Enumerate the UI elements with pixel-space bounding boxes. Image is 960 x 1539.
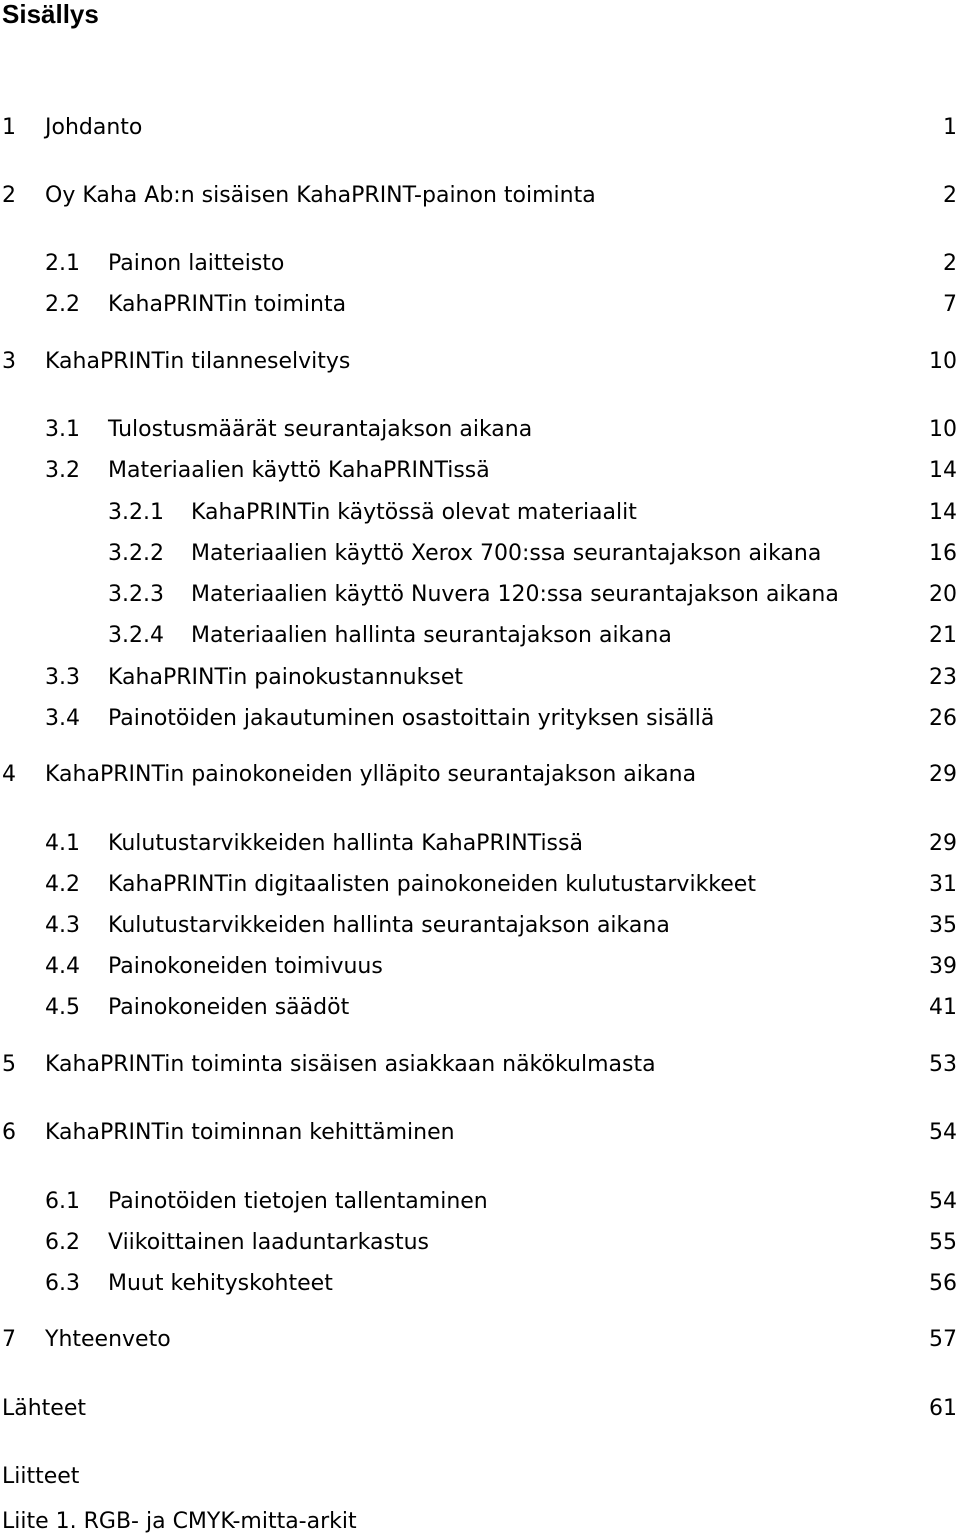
toc-page: 10	[929, 349, 957, 374]
toc-entry[interactable]	[0, 580, 957, 610]
toc-number: 6.2	[45, 1230, 80, 1255]
toc-page: 54	[929, 1189, 957, 1214]
toc-entry[interactable]	[0, 1269, 957, 1299]
toc-entry[interactable]	[0, 1228, 957, 1258]
toc-title: KahaPRINTin toiminnan kehittäminen	[45, 1120, 455, 1145]
toc-title: KahaPRINTin toiminta sisäisen asiakkaan näkökulmasta	[45, 1052, 656, 1077]
toc-entry[interactable]	[0, 1050, 957, 1080]
toc-page: 1	[943, 115, 957, 140]
toc-number: 2.2	[45, 292, 80, 317]
toc-title: Oy Kaha Ab:n sisäisen KahaPRINT-painon toiminta	[45, 183, 596, 208]
toc-page: 53	[929, 1052, 957, 1077]
toc-title: Painokoneiden toimivuus	[108, 954, 383, 979]
toc-page: 61	[929, 1396, 957, 1421]
toc-entry[interactable]	[0, 113, 957, 143]
toc-entry[interactable]	[0, 249, 957, 279]
toc-entry[interactable]	[0, 829, 957, 859]
toc-number: 3.2.3	[108, 582, 164, 607]
toc-entry[interactable]	[0, 760, 957, 790]
toc-number: 3.3	[45, 665, 80, 690]
toc-page: 26	[929, 706, 957, 731]
toc-entry[interactable]	[0, 290, 957, 320]
toc-number: 4.1	[45, 831, 80, 856]
toc-entry[interactable]	[0, 456, 957, 486]
toc-number: 6.3	[45, 1271, 80, 1296]
toc-page: 41	[929, 995, 957, 1020]
toc-page: 31	[929, 872, 957, 897]
toc-number: 3.1	[45, 417, 80, 442]
toc-number: 6	[2, 1120, 16, 1145]
toc-page: 21	[929, 623, 957, 648]
toc-entry[interactable]	[0, 347, 957, 377]
toc-number: 4.5	[45, 995, 80, 1020]
toc-number: 5	[2, 1052, 16, 1077]
toc-number: 3.4	[45, 706, 80, 731]
toc-page: 14	[929, 500, 957, 525]
toc-title: Kulutustarvikkeiden hallinta seurantajakson aikana	[108, 913, 670, 938]
toc-page: 16	[929, 541, 957, 566]
toc-entry[interactable]	[0, 952, 957, 982]
toc-title: Johdanto	[45, 115, 143, 140]
toc-entry[interactable]	[0, 704, 957, 734]
toc-entry[interactable]	[0, 181, 957, 211]
toc-page: 14	[929, 458, 957, 483]
toc-number: 3.2.1	[108, 500, 164, 525]
toc-page: 54	[929, 1120, 957, 1145]
toc-title: KahaPRINTin digitaalisten painokoneiden kulutustarvikkeet	[108, 872, 756, 897]
toc-title: Painon laitteisto	[108, 251, 285, 276]
toc-page: 7	[943, 292, 957, 317]
toc-title: KahaPRINTin toiminta	[108, 292, 347, 317]
toc-title: Materiaalien käyttö Xerox 700:ssa seurantajakson aikana	[191, 541, 822, 566]
toc-title: Materiaalien käyttö KahaPRINTissä	[108, 458, 490, 483]
toc-entry[interactable]	[0, 911, 957, 941]
toc-entry[interactable]	[0, 663, 957, 693]
toc-entry[interactable]	[0, 1394, 957, 1424]
toc-title: Painotöiden tietojen tallentaminen	[108, 1189, 488, 1214]
toc-title: KahaPRINTin tilanneselvitys	[45, 349, 351, 374]
toc-page: 10	[929, 417, 957, 442]
toc-entry[interactable]	[0, 498, 957, 528]
toc-title: Materiaalien käyttö Nuvera 120:ssa seurantajakson aikana	[191, 582, 839, 607]
page-title: Sisällys	[2, 0, 99, 29]
toc-title: Painotöiden jakautuminen osastoittain yrityksen sisällä	[108, 706, 715, 731]
toc-title: Liite 1. RGB- ja CMYK-mitta-arkit	[2, 1509, 357, 1534]
toc-page: 55	[929, 1230, 957, 1255]
toc-entry[interactable]	[0, 1462, 957, 1492]
toc-page: 39	[929, 954, 957, 979]
toc-title: KahaPRINTin painokoneiden ylläpito seurantajakson aikana	[45, 762, 697, 787]
toc-page: 57	[929, 1327, 957, 1352]
toc-number: 3	[2, 349, 16, 374]
toc-page: 56	[929, 1271, 957, 1296]
toc-title: Muut kehityskohteet	[108, 1271, 333, 1296]
toc-entry[interactable]	[0, 870, 957, 900]
toc-title: Viikoittainen laaduntarkastus	[108, 1230, 429, 1255]
toc-page: 29	[929, 831, 957, 856]
toc-entry[interactable]	[0, 1118, 957, 1148]
toc-entry[interactable]	[0, 621, 957, 651]
toc-number: 4.4	[45, 954, 80, 979]
toc-entry[interactable]	[0, 1325, 957, 1355]
toc-number: 4.3	[45, 913, 80, 938]
toc-entry[interactable]	[0, 1507, 957, 1537]
toc-title: KahaPRINTin painokustannukset	[108, 665, 463, 690]
toc-number: 2.1	[45, 251, 80, 276]
toc-title: KahaPRINTin käytössä olevat materiaalit	[191, 500, 637, 525]
toc-number: 2	[2, 183, 16, 208]
toc-number: 7	[2, 1327, 16, 1352]
toc-title: Liitteet	[2, 1464, 80, 1489]
toc-number: 4.2	[45, 872, 80, 897]
toc-number: 4	[2, 762, 16, 787]
toc-entry[interactable]	[0, 539, 957, 569]
toc-page: 29	[929, 762, 957, 787]
toc-title: Painokoneiden säädöt	[108, 995, 350, 1020]
toc-number: 3.2	[45, 458, 80, 483]
toc-page: 23	[929, 665, 957, 690]
toc-title: Tulostusmäärät seurantajakson aikana	[108, 417, 533, 442]
toc-page: 2	[943, 183, 957, 208]
toc-entry[interactable]	[0, 993, 957, 1023]
toc-number: 3.2.4	[108, 623, 164, 648]
toc-entry[interactable]	[0, 1187, 957, 1217]
toc-number: 1	[2, 115, 16, 140]
toc-title: Kulutustarvikkeiden hallinta KahaPRINTissä	[108, 831, 583, 856]
toc-page: 35	[929, 913, 957, 938]
toc-title: Yhteenveto	[45, 1327, 171, 1352]
toc-page: 20	[929, 582, 957, 607]
toc-title: Materiaalien hallinta seurantajakson aikana	[191, 623, 672, 648]
toc-title: Lähteet	[2, 1396, 87, 1421]
toc-number: 6.1	[45, 1189, 80, 1214]
toc-entry[interactable]	[0, 415, 957, 445]
toc-number: 3.2.2	[108, 541, 164, 566]
toc-page: 2	[943, 251, 957, 276]
